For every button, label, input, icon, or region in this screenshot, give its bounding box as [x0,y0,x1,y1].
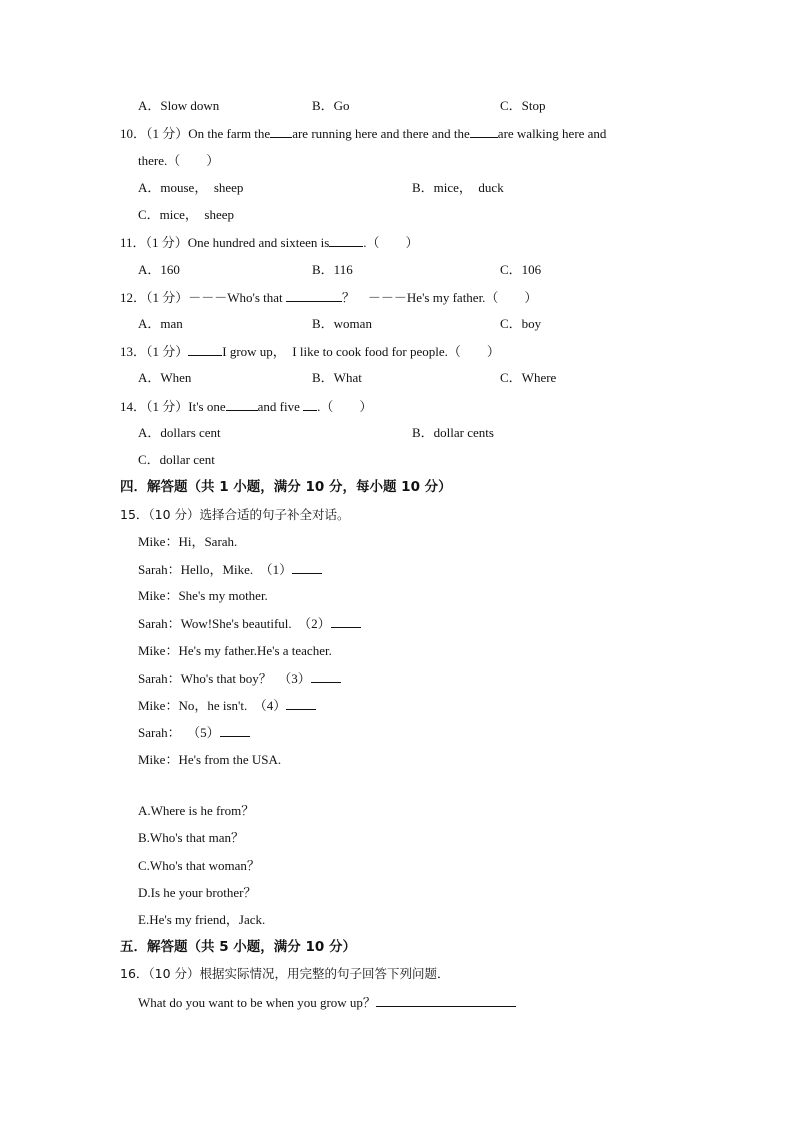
answer-blank [188,343,222,356]
q10-prefix: 10．（1 分）On the farm the [120,126,271,141]
answer-blank [331,615,361,628]
q10-question-cont: there.（ ） [138,153,220,168]
answer-blank [286,289,342,302]
q14-prefix: 14．（1 分）It's one [120,399,226,414]
q9-option-c: C．Stop [500,98,546,113]
q13-question [120,343,500,360]
q12-option-c: C．boy [500,316,542,331]
dialogue-line-3: Mike：She's my mother. [138,588,268,603]
q11-prefix: 11．（1 分）One hundred and sixteen is [120,235,330,250]
q15-choice-c: C.Who's that woman？ [138,858,260,873]
answer-blank [303,398,317,411]
answer-blank [470,125,498,138]
answer-blank [292,561,322,574]
q11-suffix: .（ ） [363,235,419,250]
q13-option-a: A．When [138,370,192,385]
q15-title: 15．（10 分）选择合适的句子补全对话。 [120,507,350,522]
dialogue-line-2 [138,561,322,578]
q15-choice-e: E.He's my friend，Jack. [138,912,266,927]
q9-option-a: A．Slow down [138,98,220,113]
dialogue-text: Mike：No，he isn't. （4） [138,698,287,713]
q13-suffix: I grow up， I like to cook food for people.（ ） [222,344,500,359]
q13-option-c: C．Where [500,370,557,385]
dialogue-text: Sarah： （5） [138,725,220,740]
q14-option-c: C．dollar cent [138,452,215,467]
answer-blank [220,724,250,737]
q15-choice-d: D.Is he your brother？ [138,885,257,900]
q10-mid: are running here and there and the [292,126,470,141]
dialogue-line-9: Mike：He's from the USA. [138,752,282,767]
q15-choice-a: A.Where is he from？ [138,803,255,818]
q11-question [120,234,419,251]
q11-option-c: C．106 [500,262,542,277]
q12-question [120,289,537,306]
q10-option-a: A．mouse， sheep [138,180,244,195]
q12-suffix: ？ －－－He's my father.（ ） [341,290,538,305]
q10-suffix: are walking here and [497,126,607,141]
dialogue-line-7 [138,697,316,714]
q10-question [120,125,606,142]
section-4-heading: 四．解答题（共 1 小题，满分 10 分，每小题 10 分） [120,479,452,495]
q10-option-c: C．mice， sheep [138,207,235,222]
answer-blank [270,125,292,138]
dialogue-text: Sarah：Who's that boy？ （3） [138,671,311,686]
q10-option-b: B．mice， duck [412,180,504,195]
dialogue-line-8 [138,724,250,741]
q12-prefix: 12．（1 分）－－－Who's that [120,290,283,305]
q14-suffix: .（ ） [317,399,373,414]
q13-option-b: B．What [312,370,362,385]
q14-question [120,398,372,415]
q16-title: 16．（10 分）根据实际情况，用完整的句子回答下列问题． [120,966,450,981]
dialogue-line-5: Mike：He's my father.He's a teacher. [138,643,332,658]
q11-option-a: A．160 [138,262,180,277]
q16-question [138,994,516,1011]
answer-blank [226,398,258,411]
dialogue-line-4 [138,615,361,632]
dialogue-text: Sarah：Wow!She's beautiful. （2） [138,616,331,631]
answer-blank [329,234,363,247]
q13-prefix: 13．（1 分） [120,344,189,359]
q14-mid: and five [257,399,300,414]
q16-question-text: What do you want to be when you grow up？ [138,995,376,1010]
answer-blank [286,697,316,710]
dialogue-text: Sarah：Hello，Mike. （1） [138,562,293,577]
q9-option-b: B．Go [312,98,350,113]
answer-blank [376,994,516,1007]
q14-option-a: A．dollars cent [138,425,221,440]
section-5-heading: 五．解答题（共 5 小题，满分 10 分） [120,939,356,955]
q14-option-b: B．dollar cents [412,425,494,440]
answer-blank [311,670,341,683]
q15-choice-b: B.Who's that man？ [138,830,244,845]
dialogue-line-6 [138,670,341,687]
q11-option-b: B．116 [312,262,353,277]
q12-option-a: A．man [138,316,183,331]
dialogue-line-1: Mike：Hi，Sarah. [138,534,238,549]
q12-option-b: B．woman [312,316,372,331]
